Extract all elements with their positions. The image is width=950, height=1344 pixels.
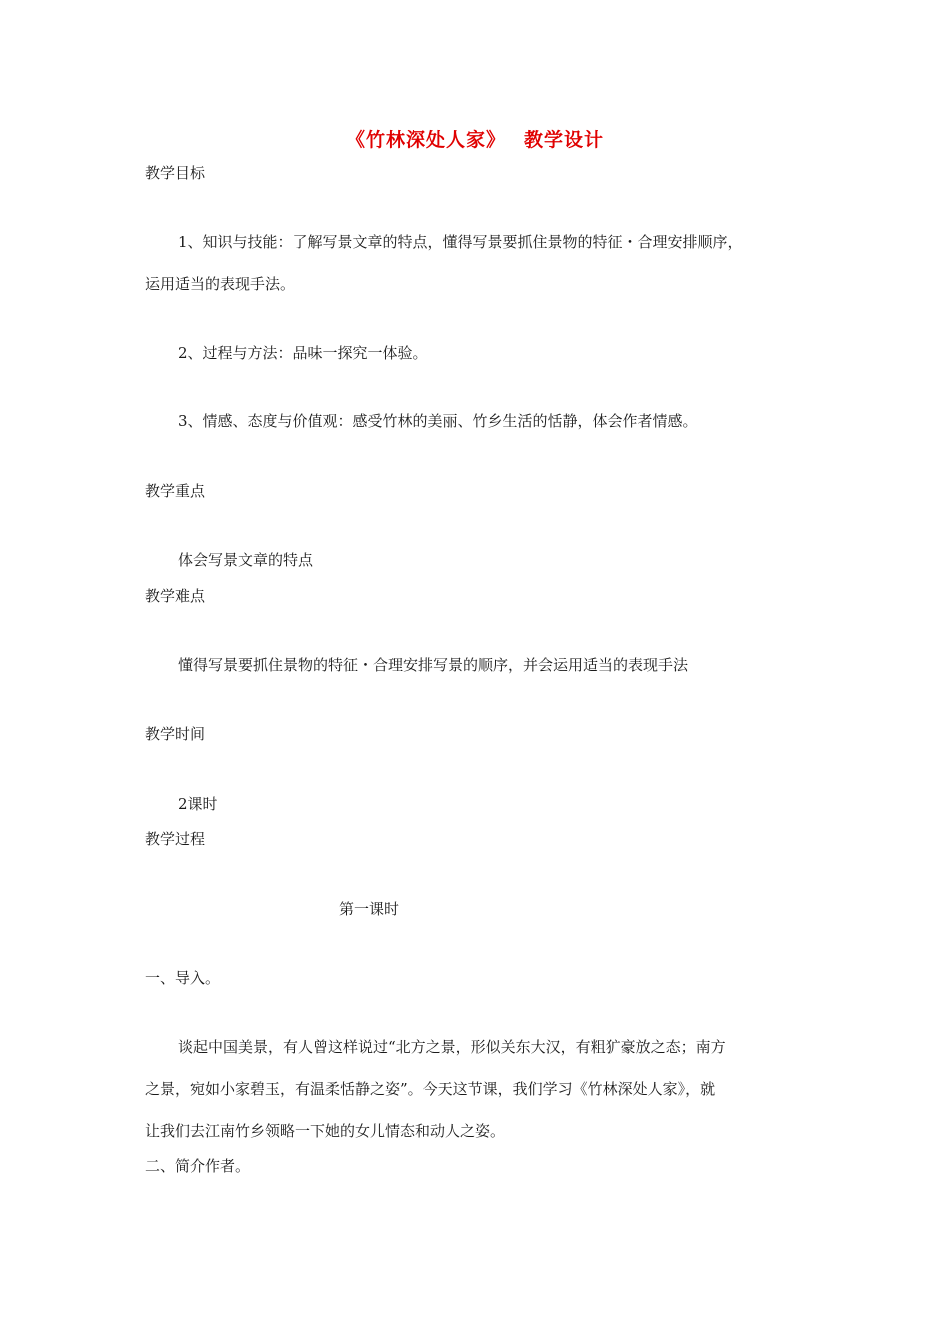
goal-1-line-2: 运用适当的表现手法。 — [145, 275, 296, 293]
time-text: 2课时 — [178, 795, 218, 813]
goal-2: 2、过程与方法：品味一探究一体验。 — [178, 344, 428, 362]
difficulty-heading: 教学难点 — [145, 587, 206, 605]
lesson-heading: 第一课时 — [339, 900, 400, 918]
section-1-heading: 一、导入。 — [145, 969, 221, 987]
document-title — [0, 125, 950, 152]
title-book-name: 《竹林深处人家》 — [345, 129, 506, 151]
key-point-heading: 教学重点 — [145, 482, 206, 500]
intro-paragraph-line-1: 谈起中国美景，有人曾这样说过“北方之景，形似关东大汉，有粗犷豪放之态；南方 — [178, 1038, 726, 1056]
intro-paragraph-line-2: 之景，宛如小家碧玉，有温柔恬静之姿”。今天这节课，我们学习《竹林深处人家》，就 — [145, 1080, 716, 1098]
title-suffix: 教学设计 — [524, 129, 605, 151]
time-heading: 教学时间 — [145, 725, 206, 743]
section-2-heading: 二、简介作者。 — [145, 1157, 251, 1175]
goal-3: 3、情感、态度与价值观：感受竹林的美丽、竹乡生活的恬静，体会作者情感。 — [178, 412, 698, 430]
difficulty-text: 懂得写景要抓住景物的特征・合理安排写景的顺序，并会运用适当的表现手法 — [178, 656, 689, 674]
intro-paragraph-line-3: 让我们去江南竹乡领略一下她的女儿情态和动人之姿。 — [145, 1122, 506, 1140]
goal-1-line-1: 1、知识与技能：了解写景文章的特点，懂得写景要抓住景物的特征・合理安排顺序， — [178, 233, 743, 251]
key-point-text: 体会写景文章的特点 — [178, 551, 314, 569]
process-heading: 教学过程 — [145, 830, 206, 848]
goals-heading: 教学目标 — [145, 164, 206, 182]
